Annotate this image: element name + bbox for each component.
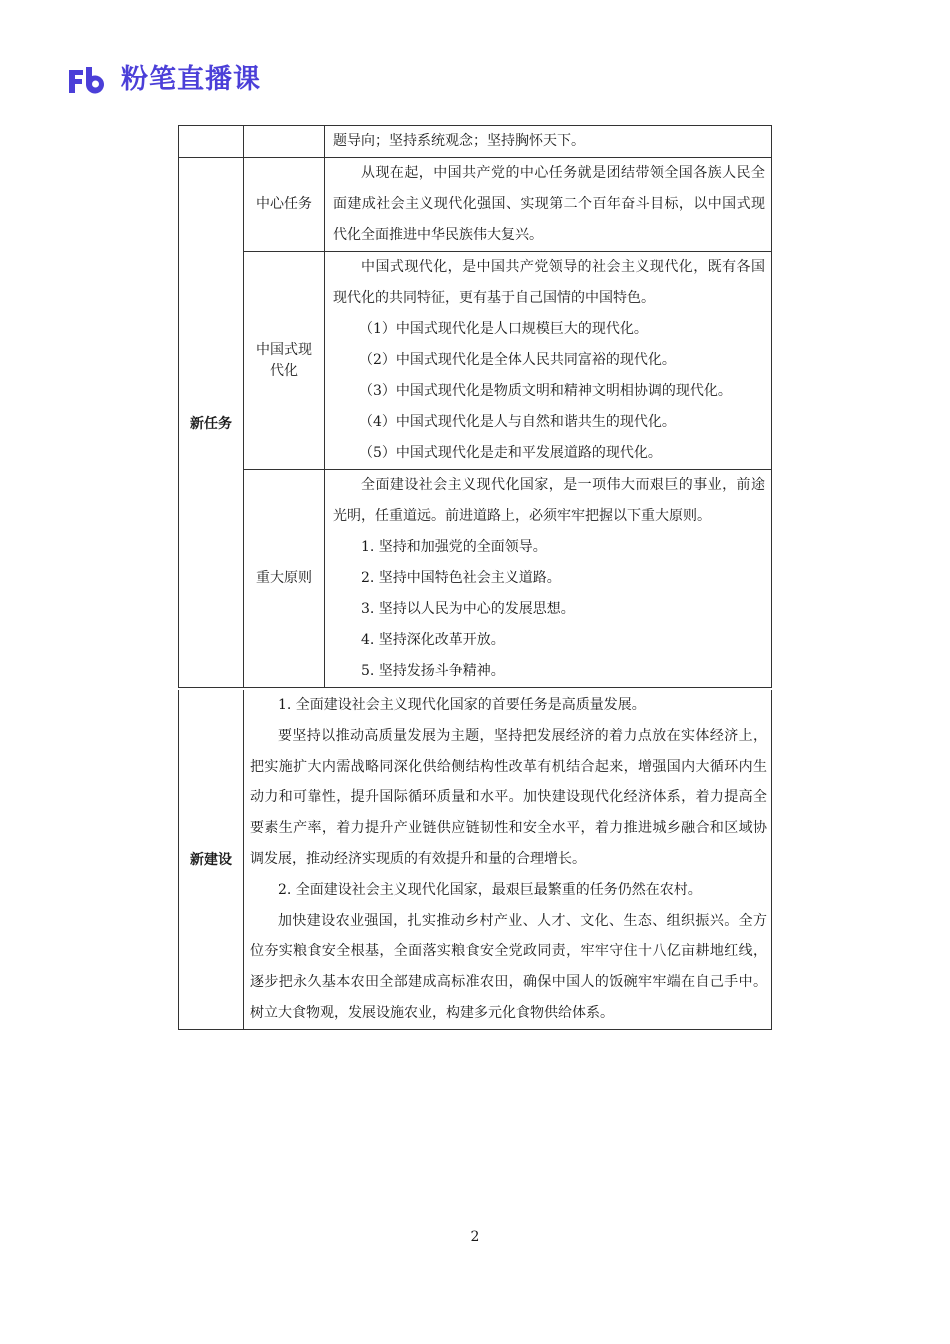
label-chinese-modernization: 中国式现代化 [244, 252, 325, 470]
brand-name: 粉笔直播课 [121, 64, 261, 95]
table-row-continued [179, 126, 772, 158]
paragraph: 全面建设社会主义现代化国家，是一项伟大而艰巨的事业，前途光明，任重道远。前进道路上，必须牢牢把握以下重大原则。 [333, 477, 765, 524]
paragraph: 中国式现代化，是中国共产党领导的社会主义现代化，既有各国现代化的共同特征，更有基于自己国情的中国特色。 [333, 259, 765, 306]
list-item: 4. 坚持深化改革开放。 [361, 632, 505, 648]
continued-text: 题导向；坚持系统观念；坚持胸怀天下。 [333, 133, 585, 149]
cell-chinese-modernization [325, 252, 772, 470]
list-item: （3）中国式现代化是物质文明和精神文明相协调的现代化。 [359, 383, 732, 399]
cell-central-task [325, 158, 772, 252]
list-item: （2）中国式现代化是全体人民共同富裕的现代化。 [359, 352, 676, 368]
cell-continued-content [325, 126, 772, 158]
table-row-central-task [179, 158, 772, 252]
paragraph: 从现在起，中国共产党的中心任务就是团结带领全国各族人民全面建成社会主义现代化强国、实现第二个百年奋斗目标，以中国式现代化全面推进中华民族伟大复兴。 [333, 165, 765, 243]
list-item: 2. 坚持中国特色社会主义道路。 [361, 570, 561, 586]
table-row-major-principles [179, 470, 772, 688]
label-central-task: 中心任务 [244, 158, 325, 252]
list-item: 1. 坚持和加强党的全面领导。 [361, 539, 547, 555]
list-item: （1）中国式现代化是人口规模巨大的现代化。 [359, 321, 648, 337]
list-item: （4）中国式现代化是人与自然和谐共生的现代化。 [359, 414, 676, 430]
table-row-chinese-modernization [179, 252, 772, 470]
section-title-new-tasks: 新任务 [179, 158, 244, 688]
list-item: 3. 坚持以人民为中心的发展思想。 [361, 601, 575, 617]
paragraph: 2. 全面建设社会主义现代化国家，最艰巨最繁重的任务仍然在农村。 [278, 881, 702, 898]
table-row-new-construction [179, 690, 772, 1029]
cell-new-construction [244, 690, 772, 1029]
table-new-tasks [178, 125, 772, 688]
section-title-new-construction: 新建设 [179, 690, 244, 1029]
table-new-construction [178, 690, 772, 1030]
paragraph: 加快建设农业强国，扎实推动乡村产业、人才、文化、生态、组织振兴。全方位夯实粮食安全根基，全面落实粮食安全党政同责，牢牢守住十八亿亩耕地红线，逐步把永久基本农田全部建成高标准农田，确保中国人的饭碗牢牢端在自己手中。树立大食物观，发展设施农业，构建多元化食物供给体系。 [250, 912, 767, 1021]
page-number: 2 [470, 1229, 480, 1245]
list-item: （5）中国式现代化是走和平发展道路的现代化。 [359, 445, 662, 461]
list-item: 5. 坚持发扬斗争精神。 [361, 663, 505, 679]
brand-logo [67, 62, 261, 98]
paragraph: 1. 全面建设社会主义现代化国家的首要任务是高质量发展。 [278, 697, 646, 713]
fb-logo-icon [67, 66, 109, 94]
cell-major-principles [325, 470, 772, 688]
paragraph: 要坚持以推动高质量发展为主题，坚持把发展经济的着力点放在实体经济上，把实施扩大内需战略同深化供给侧结构性改革有机结合起来，增强国内大循环内生动力和可靠性，提升国际循环质量和水平。加快建设现代化经济体系，着力提高全要素生产率，着力提升产业链供应链韧性和安全水平，着力推进城乡融合和区域协调发展，推动经济实现质的有效提升和量的合理增长。 [250, 727, 767, 867]
label-major-principles: 重大原则 [244, 470, 325, 688]
